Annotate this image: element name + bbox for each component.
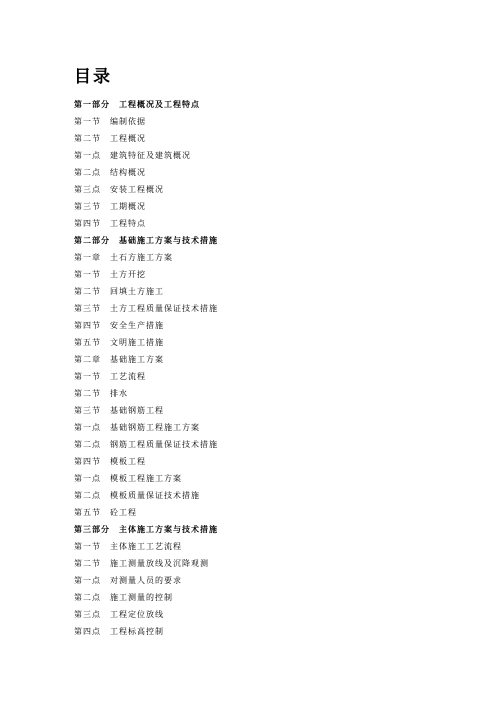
toc-entry[interactable]: 第一点 模板工程施工方案 (74, 474, 182, 483)
toc-entry[interactable]: 第一章 土石方施工方案 (74, 253, 173, 262)
toc-entry[interactable]: 第二节 排水 (74, 389, 128, 398)
toc-entry[interactable]: 第四节 模板工程 (74, 457, 146, 466)
toc-list (74, 96, 218, 640)
toc-entry[interactable]: 第二点 结构概况 (74, 168, 146, 177)
toc-entry[interactable]: 第一节 主体施工工艺流程 (74, 542, 182, 551)
toc-title: 目录 (74, 67, 112, 87)
toc-entry[interactable]: 第二点 钢筋工程质量保证技术措施 (74, 440, 218, 449)
toc-entry[interactable]: 第五节 砼工程 (74, 508, 137, 517)
toc-entry[interactable]: 第三节 基础钢筋工程 (74, 406, 164, 415)
toc-entry[interactable]: 第三节 工期概况 (74, 202, 146, 211)
toc-entry[interactable]: 第一点 基础钢筋工程施工方案 (74, 423, 200, 432)
toc-part-heading[interactable]: 第三部分 主体施工方案与技术措施 (74, 524, 218, 534)
toc-entry[interactable]: 第四点 工程标高控制 (74, 627, 164, 636)
toc-entry[interactable]: 第二节 回填土方施工 (74, 287, 164, 296)
toc-entry[interactable]: 第一节 土方开挖 (74, 270, 146, 279)
toc-entry[interactable]: 第一节 工艺流程 (74, 372, 146, 381)
toc-entry[interactable]: 第二节 工程概况 (74, 134, 146, 143)
toc-entry[interactable]: 第一点 建筑特征及建筑概况 (74, 151, 191, 160)
toc-entry[interactable]: 第二点 模板质量保证技术措施 (74, 491, 200, 500)
toc-entry[interactable]: 第三点 工程定位放线 (74, 610, 164, 619)
toc-entry[interactable]: 第一节 编制依据 (74, 117, 146, 126)
toc-entry[interactable]: 第五节 文明施工措施 (74, 338, 164, 347)
toc-entry[interactable]: 第四节 安全生产措施 (74, 321, 164, 330)
toc-entry[interactable]: 第二点 施工测量的控制 (74, 593, 173, 602)
toc-entry[interactable]: 第二节 施工测量放线及沉降观测 (74, 559, 209, 568)
toc-part-heading[interactable]: 第二部分 基础施工方案与技术措施 (74, 235, 218, 245)
toc-entry[interactable]: 第四节 工程特点 (74, 219, 146, 228)
toc-part-heading[interactable]: 第一部分 工程概况及工程特点 (74, 99, 200, 109)
toc-entry[interactable]: 第三点 安装工程概况 (74, 185, 164, 194)
toc-entry[interactable]: 第二章 基础施工方案 (74, 355, 164, 364)
toc-entry[interactable]: 第一点 对测量人员的要求 (74, 576, 182, 585)
toc-entry[interactable]: 第三节 土方工程质量保证技术措施 (74, 304, 218, 313)
